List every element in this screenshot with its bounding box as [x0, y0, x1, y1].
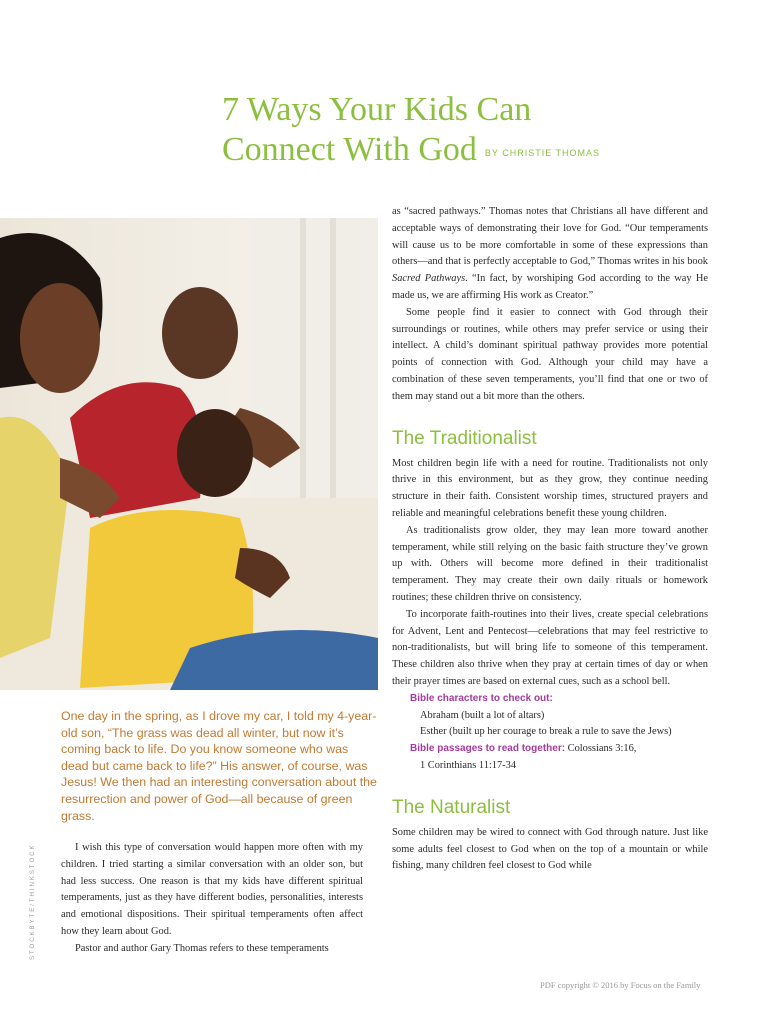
left-paragraph-1: I wish this type of conversation would happen more often with my children. I tried starting a similar conversation with an older son, but had less success. One reason is that my kids have different spiritual temperaments, just as they have different bodies, personalities, interests and emotional dispositions. Their spiritual temperaments often affect how they learn about God. — [61, 842, 363, 937]
right-paragraph-1-b: . “In fact, by worshiping God according to the way He made us, we are affirming His work as Creator.” — [392, 273, 708, 301]
book-title: Sacred Pathways — [392, 273, 466, 285]
bible-character-1: Abraham (built a lot of altars) — [420, 709, 545, 721]
left-paragraph-2: Pastor and author Gary Thomas refers to these temperaments — [75, 942, 329, 954]
byline: BY CHRISTIE THOMAS — [484, 148, 601, 158]
family-praying-photo — [0, 218, 378, 690]
traditionalist-paragraph-1: Most children begin life with a need for routine. Traditionalists not only thrive in this environment, but as they grow, they continue needing structure in their faith. Consistent worship times, structured prayers and reliable and meaningful celebrations benefit these young children. — [392, 457, 708, 519]
right-paragraph-1-a: as “sacred pathways.” Thomas notes that Christians all have different and acceptable ways of demonstrating their love for God. “Our temperaments will cause us to be more comfortable in some of these expressions than others—and that is perfectly acceptable to God,” Thomas writes in his book — [392, 206, 708, 268]
right-paragraph-1 — [392, 204, 708, 305]
naturalist-paragraph-1: Some children may be wired to connect with God through nature. Just like some adults feel closest to God when on the top of a mountain or while fishing, many children feel closest to God while — [392, 826, 708, 872]
title-line-1: 7 Ways Your Kids Can — [222, 91, 532, 128]
bible-passages — [392, 741, 708, 758]
bible-characters-label-text: Bible characters to check out: — [410, 692, 553, 704]
photo-credit: STOCKBYTE/THINKSTOCK — [30, 843, 36, 960]
traditionalist-paragraph-3: To incorporate faith-routines into their lives, create special celebrations for Advent, Lent and Pentecost—celebrations that may feel restrictive to non-traditionalists, but will bring life to someone of this temperament. These children also thrive when they pray at certain times of day or when their prayer times are based on external cues, such as a school bell. — [392, 608, 708, 687]
section-heading-naturalist: The Naturalist — [392, 796, 511, 818]
left-column — [61, 840, 363, 958]
copyright-notice: PDF copyright © 2016 by Focus on the Family — [540, 980, 701, 990]
title-line-2-text: Connect With God — [222, 131, 477, 168]
right-column — [392, 204, 708, 875]
bible-passage-1: Colossians 3:16, — [567, 743, 637, 755]
photo-illustration — [0, 218, 378, 690]
article-title — [222, 90, 600, 173]
section-heading-traditionalist: The Traditionalist — [392, 427, 537, 449]
traditionalist-paragraph-2: As traditionalists grow older, they may lean more toward another temperament, while still relying on the basic faith structure they’ve grown up with. Others will become more defined in their traditionalist temperament. They may create their own daily rituals or homework routines; these children thrive on consistency. — [392, 524, 708, 603]
right-paragraph-2: Some people find it easier to connect with God through their surroundings or routines, while others may prefer service or using their intellect. A child’s dominant spiritual pathway provides more potential points of connection with God. Although your child may have a combination of these seven temperaments, you’ll find that one or two of them may stand out a bit more than the others. — [392, 306, 708, 402]
bible-passages-label: Bible passages to read together: — [410, 743, 566, 755]
bible-character-2: Esther (built up her courage to break a rule to save the Jews) — [420, 726, 672, 738]
title-line-2 — [222, 130, 600, 173]
bible-passage-2: 1 Corinthians 11:17-34 — [420, 759, 517, 771]
bible-characters-label — [392, 691, 708, 708]
pull-quote: One day in the spring, as I drove my car, I told my 4-year-old son, “The grass was dead all winter, but now it’s coming back to life. Do you know someone who was dead but came back to life?” His answer, of course, was Jesus! We then had an interesting conversation about the resurrection and power of God—all because of green grass. — [61, 709, 377, 823]
